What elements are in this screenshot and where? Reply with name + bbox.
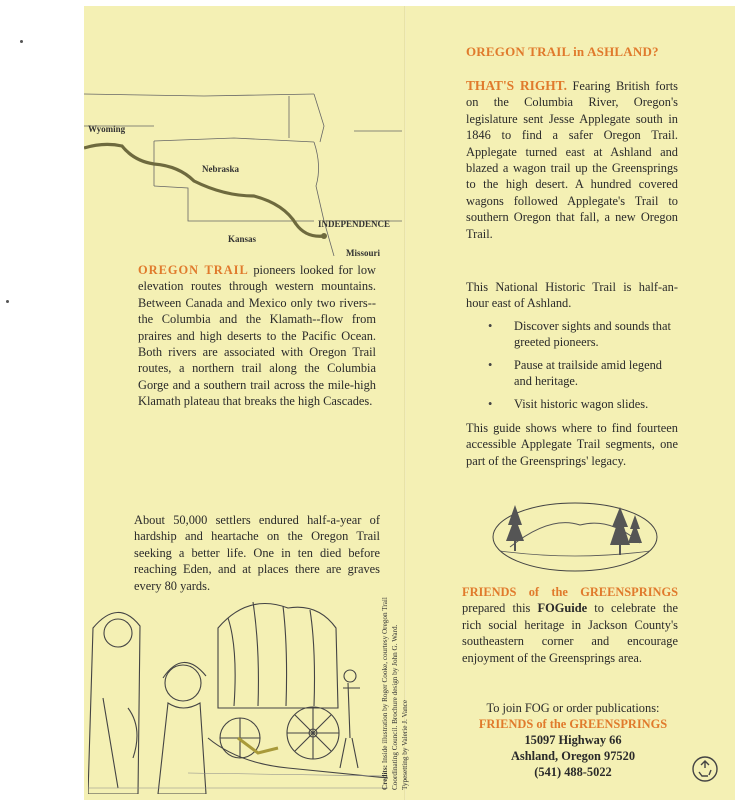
right-title: OREGON TRAIL in ASHLAND? <box>466 44 659 59</box>
right-paragraph-2: This National Historic Trail is half-an-hour east of Ashland. <box>466 280 678 311</box>
fog-lead: FRIENDS of the GREENSPRINGS <box>462 585 678 599</box>
right-paragraph-1 <box>466 78 678 242</box>
map-label-missouri: Missouri <box>346 248 381 256</box>
para1-lead: THAT'S RIGHT. <box>466 78 567 93</box>
credits-label: Credits: <box>381 764 389 790</box>
state-borders <box>84 94 402 256</box>
feature-item: • Visit historic wagon slides. <box>466 396 678 412</box>
credits-text <box>380 590 440 790</box>
stray-mark <box>6 300 9 303</box>
contact-intro: To join FOG or order publications: <box>486 701 660 715</box>
contact-org: FRIENDS of the GREENSPRINGS <box>478 717 668 731</box>
contact-block <box>462 700 684 780</box>
feature-item: • Pause at trailside amid legend and heritage. <box>466 357 678 390</box>
map-label-independence: INDEPENDENCE <box>318 219 391 229</box>
pioneer-wagon-illustration <box>88 588 388 794</box>
feature-item: • Discover sights and sounds that greeted pioneers. <box>466 318 678 351</box>
fog-bold: FOGuide <box>537 601 588 616</box>
intro-lead: OREGON TRAIL <box>138 263 249 277</box>
contact-phone: (541) 488-5022 <box>534 765 612 779</box>
intro-paragraph <box>138 262 376 410</box>
contact-address-2: Ashland, Oregon 97520 <box>510 749 636 763</box>
map-label-kansas: Kansas <box>228 234 257 244</box>
fog-paragraph <box>462 584 678 666</box>
intro-body: pioneers looked for low elevation routes through western mountains. Between Canada and Mexico only two rivers--the Columbia and the Klamath--flow from praires and high deserts to the Pacific Ocean. Both rivers are associated with Oregon Trail routes, a northern trail along the Columbia Gorge and a southern trail across the mile-high Klamath plateau that breaks the high Cascades. <box>138 263 376 409</box>
right-paragraph-3: This guide shows where to find fourteen accessible Applegate Trail segments, one part of the Greensprings' legacy. <box>466 421 678 468</box>
settlers-paragraph: About 50,000 settlers endured half-a-year of hardship and heartache on the Oregon Trail seeking a better life. One in ten died before reaching Eden, and at places there are graves every 80 yards. <box>134 513 380 593</box>
recycle-icon <box>692 756 718 782</box>
oregon-trail-route <box>84 144 324 236</box>
fog-body-1: prepared this <box>462 601 538 616</box>
para1-body: Fearing British forts on the Columbia River, Oregon's legislature sent Jesse Applegate south in 1846 to find a safer Oregon Trail. Applegate turned east at Ashland and blazed a wagon trail up the Greensprings to the high desert. A hundred covered wagons followed Applegate's Trail to southern Oregon that fall, a new Oregon Trail. <box>466 79 678 241</box>
trail-map <box>84 86 404 256</box>
map-label-nebraska: Nebraska <box>202 164 240 174</box>
feature-list <box>466 318 678 418</box>
fog-body-2: to celebrate the rich social heritage in Jackson County's southeastern corner and encourage enjoyment of the Greensprings area. <box>462 601 679 665</box>
greensprings-emblem <box>490 495 660 575</box>
independence-marker <box>321 233 327 239</box>
stray-mark <box>20 40 23 43</box>
contact-address-1: 15097 Highway 66 <box>524 733 622 747</box>
credits-body: Inside illustration by Roger Cooke, courtesy Oregon Trail Coordinating Council. Brochure design by John G. Ward. Typesetting by Valerie J. Vance <box>381 597 409 790</box>
map-label-wyoming: Wyoming <box>88 124 126 134</box>
